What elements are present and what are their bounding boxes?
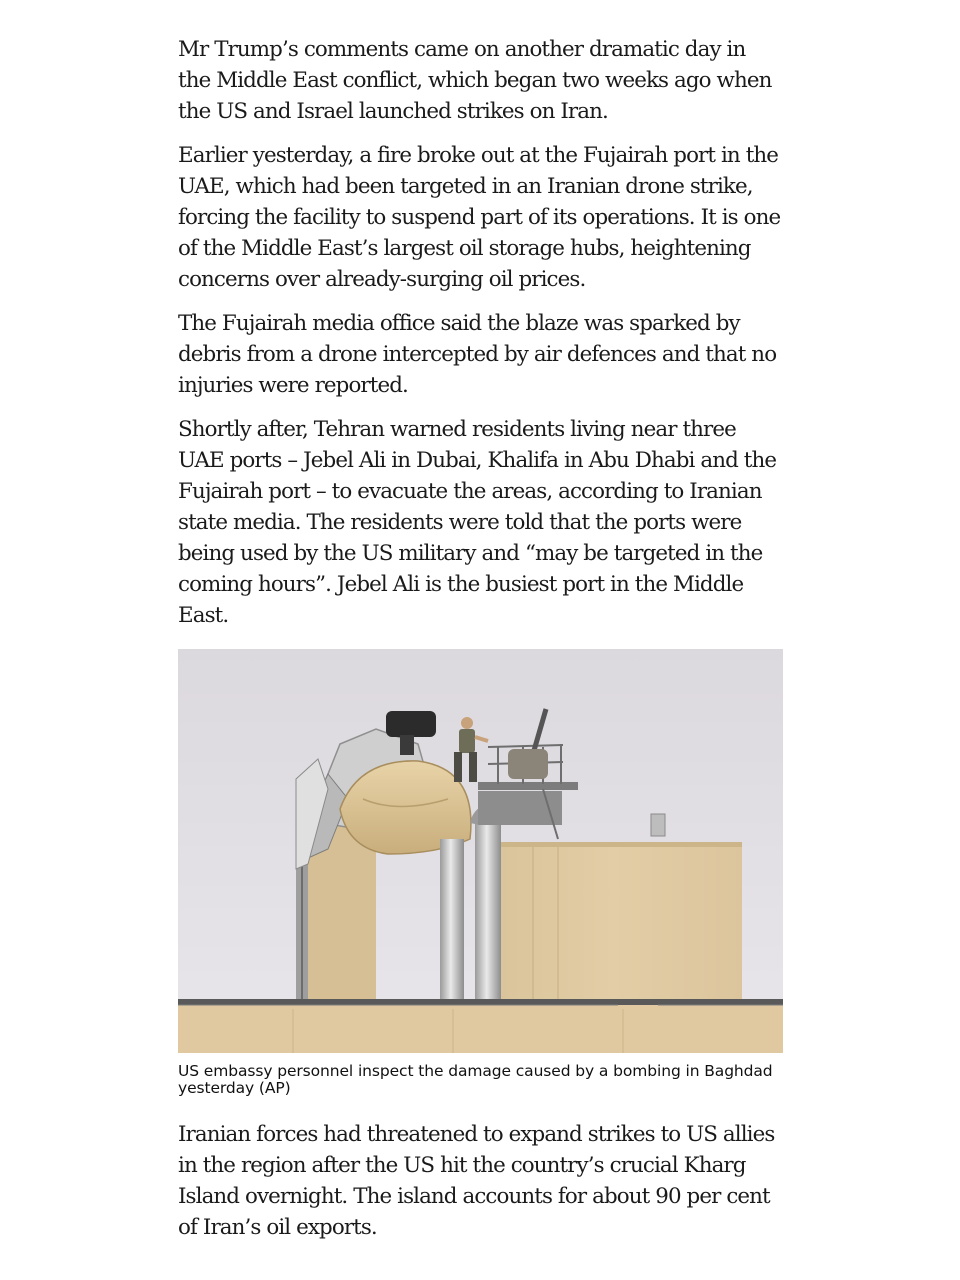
figure-caption: US embassy personnel inspect the damage caused by a bombing in Baghdad yesterday (AP) — [178, 1062, 773, 1097]
article-paragraph: Iranian forces had threatened to expand strikes to US allies in the region after the US hit the country’s crucial Kharg Island overnight. The island accounts for about 90 per cent of Iran’s oil exports. — [178, 1122, 775, 1240]
article-paragraph: Shortly after, Tehran warned residents living near three UAE ports – Jebel Ali in Dubai, Khalifa in Abu Dhabi and the Fujairah port – to evacuate the areas, according to Iranian state media. The residents were told that the ports were being used by the US military and “may be targeted in the coming hours”. Jebel Ali is the busiest port in the Middle East. — [178, 417, 777, 628]
embassy-damage-photo — [178, 649, 783, 1053]
article-paragraph: The Fujairah media office said the blaze was sparked by debris from a drone intercepted by air defences and that no injuries were reported. — [178, 311, 777, 398]
article-paragraph: Earlier yesterday, a fire broke out at the Fujairah port in the UAE, which had been targeted in an Iranian drone strike, forcing the facility to suspend part of its operations. It is one of the Middle East’s largest oil storage hubs, heightening concerns over already-surging oil prices. — [178, 143, 781, 292]
article-figure — [178, 649, 783, 1097]
article-paragraph: Mr Trump’s comments came on another dramatic day in the Middle East conflict, which began two weeks ago when the US and Israel launched strikes on Iran. — [178, 37, 772, 124]
article-body — [178, 34, 783, 1256]
